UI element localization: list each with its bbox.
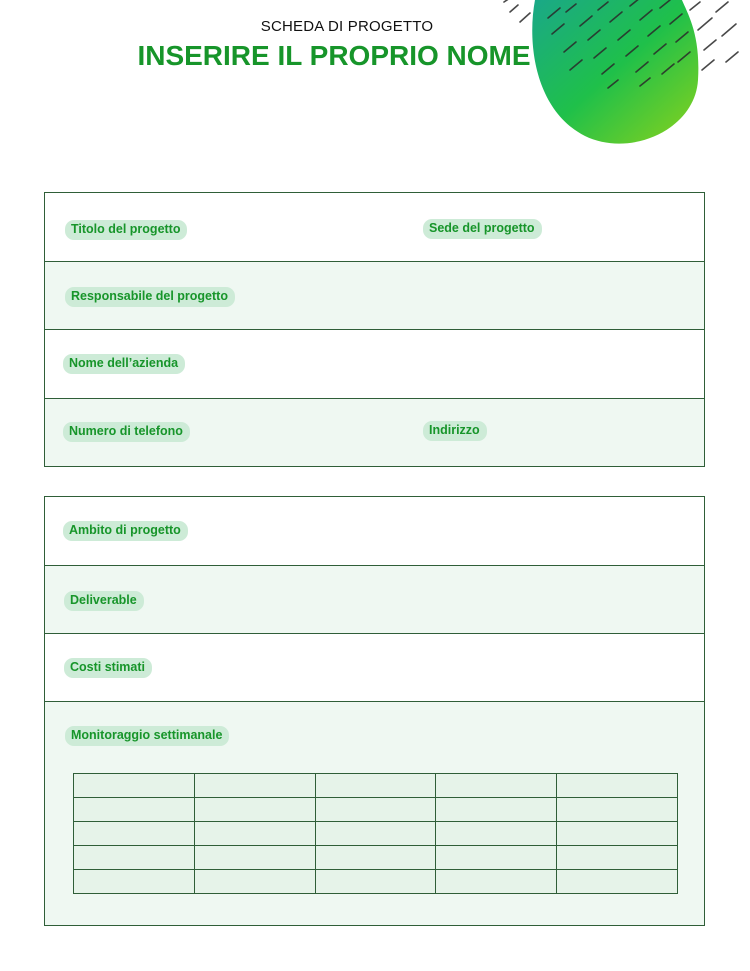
- company-name-label: Nome dell’azienda: [63, 354, 185, 374]
- table-cell[interactable]: [74, 870, 195, 894]
- table-row: [74, 822, 678, 846]
- scope-row: [45, 497, 704, 566]
- table-cell[interactable]: [315, 798, 436, 822]
- project-info-section: [44, 192, 705, 467]
- table-cell[interactable]: [557, 774, 678, 798]
- costs-label: Costi stimati: [64, 658, 152, 678]
- table-cell[interactable]: [557, 798, 678, 822]
- monitoring-label: Monitoraggio settimanale: [65, 726, 229, 746]
- table-cell[interactable]: [436, 870, 557, 894]
- table-row: [74, 870, 678, 894]
- table-cell[interactable]: [194, 846, 315, 870]
- project-details-section: [44, 496, 705, 926]
- deliverable-row: [45, 566, 704, 634]
- table-cell[interactable]: [315, 846, 436, 870]
- table-cell[interactable]: [194, 798, 315, 822]
- table-cell[interactable]: [74, 798, 195, 822]
- table-cell[interactable]: [436, 798, 557, 822]
- table-cell[interactable]: [315, 822, 436, 846]
- monitoring-row: [45, 702, 704, 925]
- decorative-circle-graphic: [490, 0, 750, 150]
- table-cell[interactable]: [436, 846, 557, 870]
- table-row: [74, 846, 678, 870]
- scope-label: Ambito di progetto: [63, 521, 188, 541]
- phone-label: Numero di telefono: [63, 422, 190, 442]
- costs-row: [45, 634, 704, 702]
- page-title: INSERIRE IL PROPRIO NOME: [137, 40, 531, 71]
- project-manager-label: Responsabile del progetto: [65, 287, 235, 307]
- table-row: [74, 774, 678, 798]
- table-cell[interactable]: [436, 774, 557, 798]
- table-cell[interactable]: [194, 774, 315, 798]
- table-cell[interactable]: [194, 822, 315, 846]
- table-cell[interactable]: [315, 774, 436, 798]
- table-cell[interactable]: [315, 870, 436, 894]
- table-cell[interactable]: [74, 774, 195, 798]
- page-subtitle: SCHEDA DI PROGETTO: [260, 18, 434, 35]
- table-cell[interactable]: [557, 870, 678, 894]
- project-title-label: Titolo del progetto: [65, 220, 187, 240]
- address-label: Indirizzo: [423, 421, 487, 441]
- monitoring-table: [73, 773, 678, 894]
- table-cell[interactable]: [557, 846, 678, 870]
- project-site-label: Sede del progetto: [423, 219, 542, 239]
- table-cell[interactable]: [557, 822, 678, 846]
- phone-address-row: [45, 399, 704, 466]
- table-row: [74, 798, 678, 822]
- table-cell[interactable]: [436, 822, 557, 846]
- table-cell[interactable]: [194, 870, 315, 894]
- table-cell[interactable]: [74, 846, 195, 870]
- deliverable-label: Deliverable: [64, 591, 144, 611]
- project-manager-row: [45, 262, 704, 330]
- company-name-row: [45, 330, 704, 399]
- table-cell[interactable]: [74, 822, 195, 846]
- project-title-row: [45, 193, 704, 262]
